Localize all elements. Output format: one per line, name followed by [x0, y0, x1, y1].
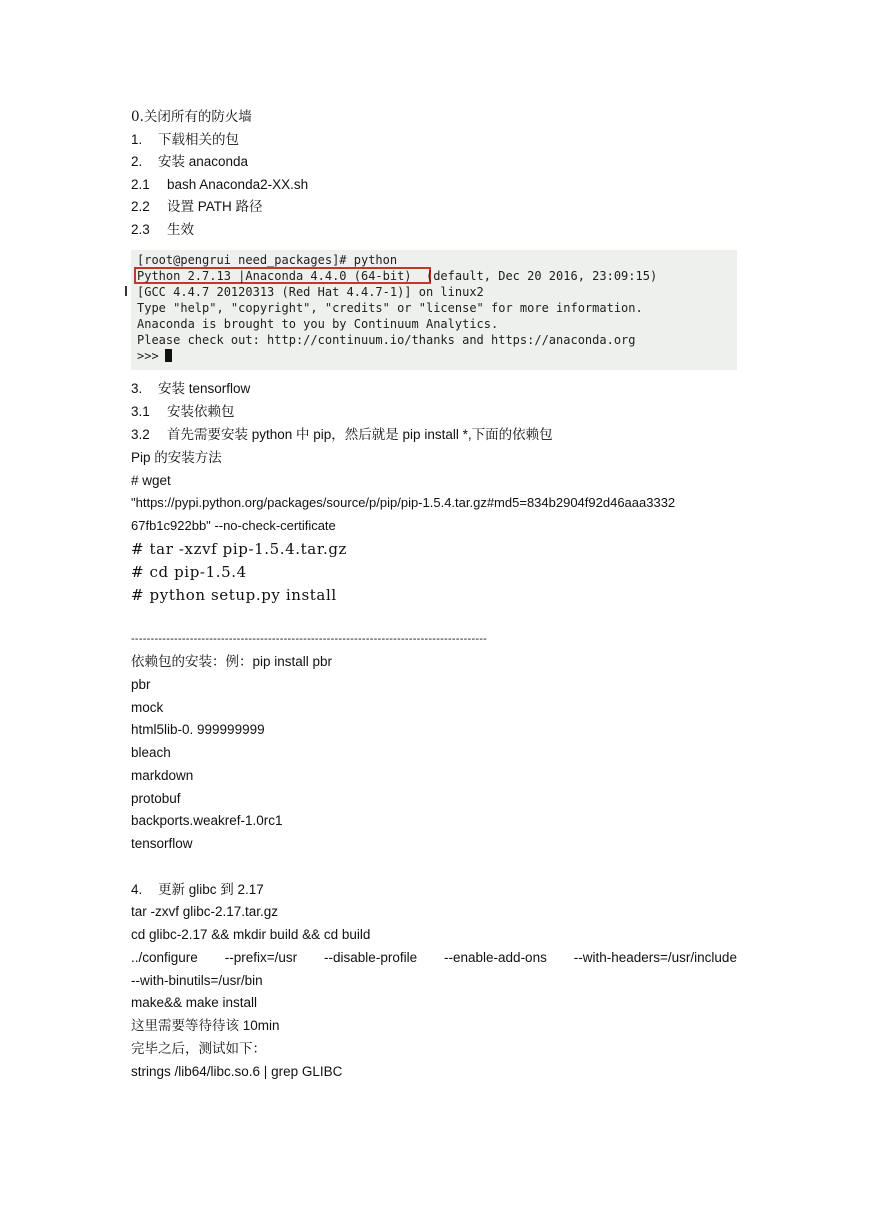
glibc-cd-command: cd glibc-2.17 && mkdir build && cd build — [131, 927, 371, 942]
step-2-number: 2. — [131, 154, 143, 169]
pip-url-line-1: "https://pypi.python.org/packages/source/p/pip/pip-1.5.4.tar.gz#md5=834b2904f92d46aaa3332 — [131, 495, 676, 510]
dependency-item: markdown — [131, 768, 194, 783]
step-2-2-text: 设置 PATH 路径 — [167, 199, 263, 214]
configure-part: --with-headers=/usr/include — [573, 950, 737, 965]
step-3-number: 3. — [131, 381, 143, 396]
configure-part: --prefix=/usr — [224, 950, 298, 965]
divider-line: ------------------------------------------------------------------------------------------- — [131, 633, 488, 645]
step-3-1 — [131, 403, 235, 421]
configure-part: --disable-profile — [324, 950, 418, 965]
step-2-1 — [131, 176, 308, 194]
dependency-item: backports.weakref-1.0rc1 — [131, 813, 283, 828]
step-2-2-number: 2.2 — [131, 199, 150, 214]
wait-note: 这里需要等待待该 10min — [131, 1018, 280, 1033]
step-3 — [131, 380, 250, 398]
step-2-3-text: 生效 — [167, 222, 194, 238]
step-3-1-number: 3.1 — [131, 404, 150, 419]
step-3-2-number: 3.2 — [131, 427, 150, 442]
dependency-item: tensorflow — [131, 836, 193, 851]
cursor-block — [165, 349, 172, 362]
step-2-1-text: bash Anaconda2-XX.sh — [167, 177, 309, 192]
step-3-2-text: 首先需要安装 python 中 pip，然后就是 pip install *,下面的依赖包 — [167, 427, 553, 442]
dependency-item: mock — [131, 700, 164, 715]
binutils-option: --with-binutils=/usr/bin — [131, 973, 263, 988]
step-2-3 — [131, 221, 194, 239]
terminal-screenshot — [131, 250, 737, 370]
terminal-line-anaconda: Anaconda is brought to you by Continuum Analytics. — [137, 317, 499, 331]
dependency-install-heading: 依赖包的安装：例：pip install pbr — [131, 654, 333, 669]
dependency-item: pbr — [131, 677, 151, 692]
step-2-3-number: 2.3 — [131, 222, 150, 237]
strings-command: strings /lib64/libc.so.6 | grep GLIBC — [131, 1064, 343, 1079]
terminal-line-gcc: [GCC 4.4.7 20120313 (Red Hat 4.4.7-1)] on linux2 — [137, 285, 484, 299]
step-3-2 — [131, 426, 553, 444]
dependency-item: protobuf — [131, 791, 181, 806]
cd-command: # cd pip-1.5.4 — [131, 563, 247, 581]
terminal-line-prompt: [root@pengrui need_packages]# python — [137, 253, 398, 267]
step-1 — [131, 131, 239, 149]
glibc-tar-command: tar -zxvf glibc-2.17.tar.gz — [131, 904, 279, 919]
wget-command: # wget — [131, 473, 171, 488]
pip-url-line-2: 67fb1c922bb" --no-check-certificate — [131, 518, 336, 533]
step-3-1-text: 安装依赖包 — [167, 404, 235, 420]
repl-prompt: >>> — [137, 349, 159, 363]
step-1-text: 下载相关的包 — [158, 132, 239, 148]
make-command: make&& make install — [131, 995, 258, 1010]
test-note: 完毕之后，测试如下： — [131, 1041, 266, 1057]
configure-part: ../configure — [131, 950, 198, 965]
dependency-item: html5lib-0. 999999999 — [131, 722, 265, 737]
terminal-line-help: Type "help", "copyright", "credits" or "license" for more information. — [137, 301, 643, 315]
step-1-number: 1. — [131, 132, 143, 147]
configure-command — [131, 949, 737, 967]
step-2-1-number: 2.1 — [131, 177, 150, 192]
step-4-number: 4. — [131, 882, 143, 897]
step-3-text: 安装 tensorflow — [158, 381, 251, 396]
step-0 — [131, 108, 252, 126]
step-0-text: 0.关闭所有的防火墙 — [131, 109, 252, 125]
terminal-line-repl — [137, 348, 172, 364]
step-2-text: 安装 anaconda — [158, 154, 249, 169]
pip-method-heading: Pip 的安装方法 — [131, 450, 222, 465]
step-4 — [131, 881, 264, 899]
step-4-text: 更新 glibc 到 2.17 — [158, 882, 264, 897]
stray-mark — [125, 286, 127, 296]
terminal-line-check: Please check out: http://continuum.io/thanks and https://anaconda.org — [137, 333, 636, 347]
terminal-line-version: Python 2.7.13 |Anaconda 4.4.0 (64-bit) (default, Dec 20 2016, 23:09:15) — [137, 269, 658, 283]
step-2-2 — [131, 198, 263, 216]
setup-command: # python setup.py install — [131, 586, 337, 604]
tar-command: # tar -xzvf pip-1.5.4.tar.gz — [131, 540, 348, 558]
step-2 — [131, 153, 248, 171]
configure-part: --enable-add-ons — [444, 950, 547, 965]
dependency-item: bleach — [131, 745, 171, 760]
